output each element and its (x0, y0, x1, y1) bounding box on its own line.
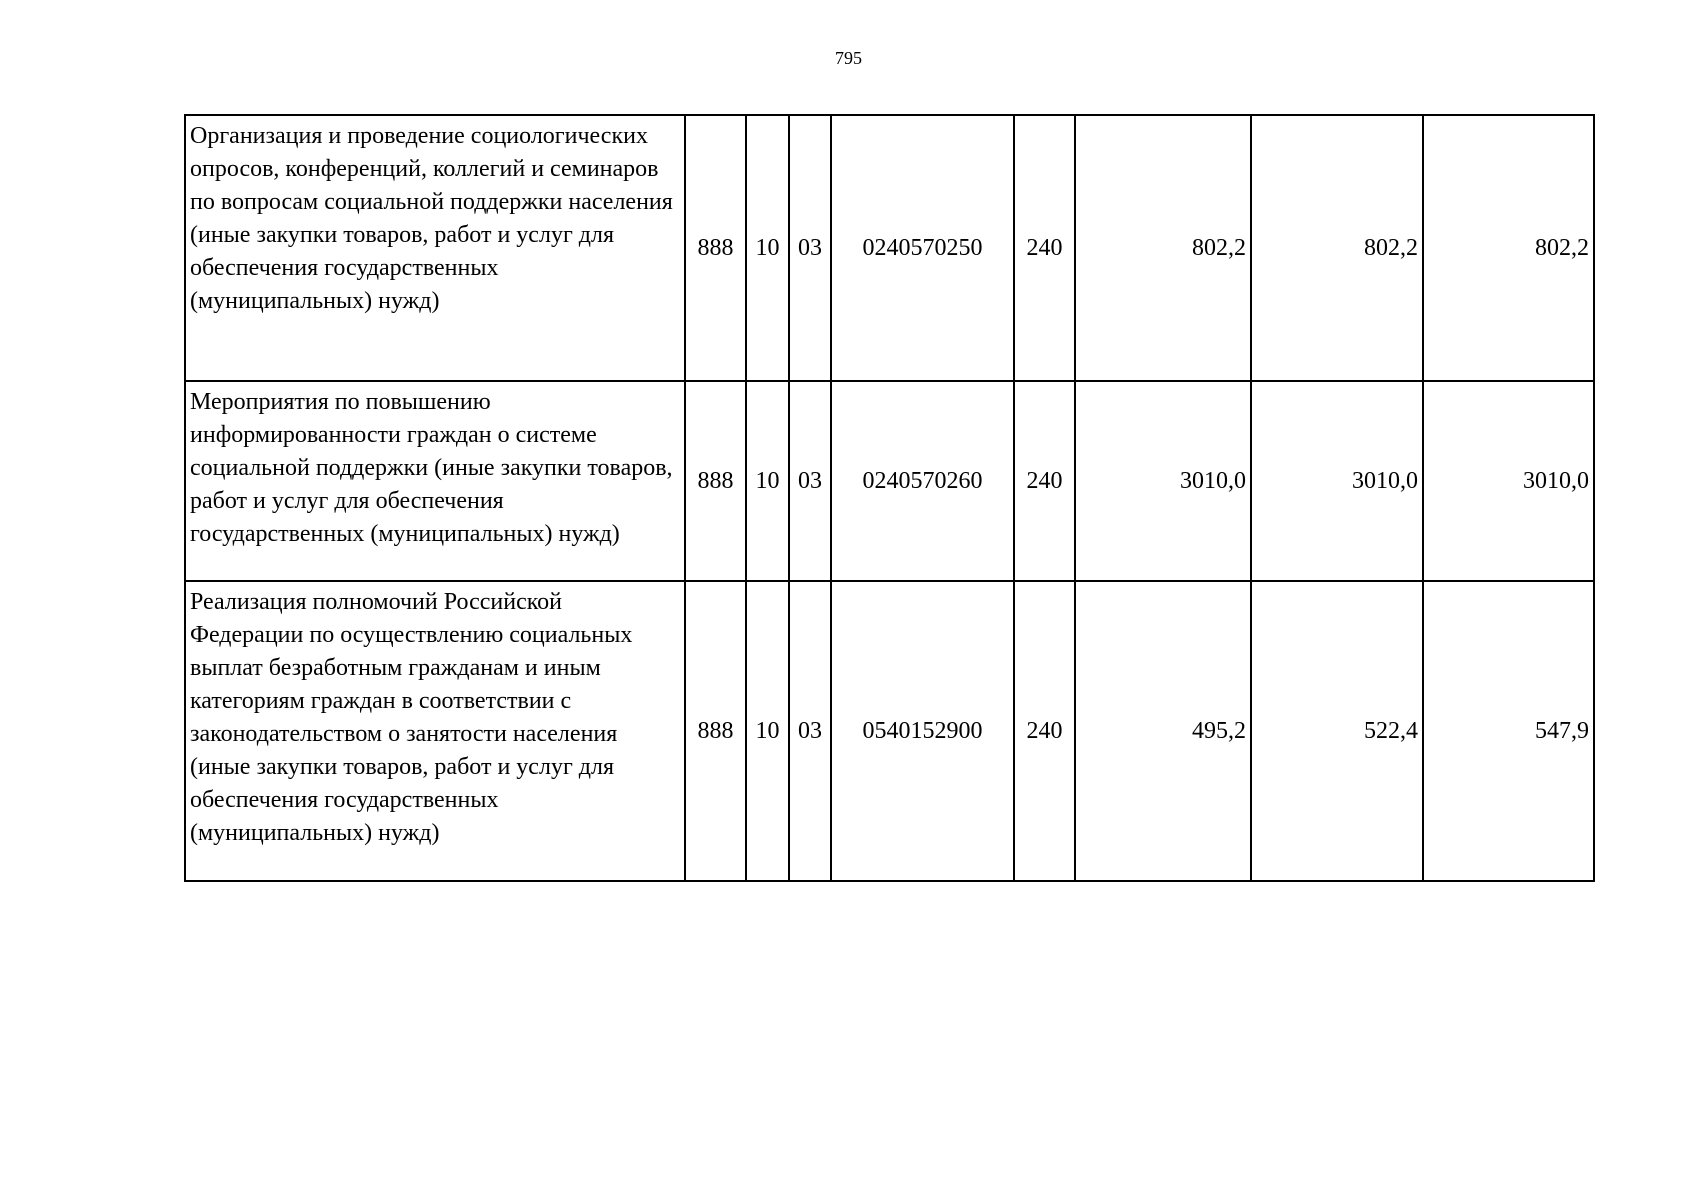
ministry-code-cell: 888 (685, 115, 746, 381)
expense-type-cell: 240 (1014, 115, 1075, 381)
row-name-cell: Организация и проведение социологических опросов, конференций, коллегий и семинаров по вопросам социальной поддержки населения (иные закупки товаров, работ и услуг для обеспечения государственных (муниципальных) нужд) (185, 115, 685, 381)
row-name-cell: Реализация полномочий Российской Федерации по осуществлению социальных выплат безработным гражданам и иным категориям граждан в соответствии с законодательством о занятости населения (иные закупки товаров, работ и услуг для обеспечения государственных (муниципальных) нужд) (185, 581, 685, 881)
target-article-cell: 0240570260 (831, 381, 1014, 581)
page-number: 795 (835, 48, 862, 68)
amount-2-cell: 3010,0 (1251, 381, 1423, 581)
subsection-code-cell: 03 (789, 581, 831, 881)
subsection-code-cell: 03 (789, 381, 831, 581)
amount-3-cell: 802,2 (1423, 115, 1594, 381)
section-code-cell: 10 (746, 381, 789, 581)
ministry-code-cell: 888 (685, 581, 746, 881)
expense-type-cell: 240 (1014, 381, 1075, 581)
table-row (185, 581, 1594, 881)
amount-1-cell: 802,2 (1075, 115, 1251, 381)
amount-2-cell: 802,2 (1251, 115, 1423, 381)
expense-type-cell: 240 (1014, 581, 1075, 881)
target-article-cell: 0540152900 (831, 581, 1014, 881)
row-name-cell: Мероприятия по повышению информированности граждан о системе социальной поддержки (иные закупки товаров, работ и услуг для обеспечения государственных (муниципальных) нужд) (185, 381, 685, 581)
table-row (185, 381, 1594, 581)
ministry-code-cell: 888 (685, 381, 746, 581)
section-code-cell: 10 (746, 581, 789, 881)
amount-2-cell: 522,4 (1251, 581, 1423, 881)
target-article-cell: 0240570250 (831, 115, 1014, 381)
section-code-cell: 10 (746, 115, 789, 381)
amount-3-cell: 547,9 (1423, 581, 1594, 881)
budget-table (184, 114, 1595, 882)
amount-3-cell: 3010,0 (1423, 381, 1594, 581)
table-row (185, 115, 1594, 381)
subsection-code-cell: 03 (789, 115, 831, 381)
amount-1-cell: 3010,0 (1075, 381, 1251, 581)
amount-1-cell: 495,2 (1075, 581, 1251, 881)
